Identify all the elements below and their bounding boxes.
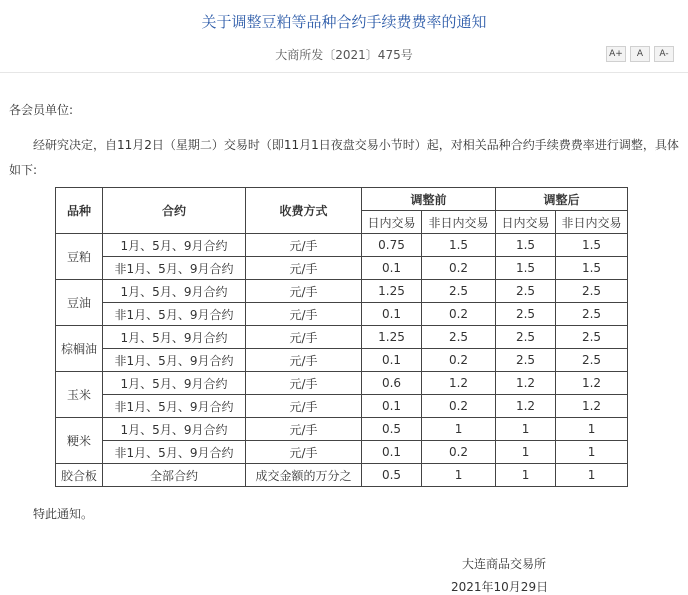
header-before-non-intraday: 非日内交易 [422, 211, 496, 234]
table-row [56, 441, 628, 464]
after-intraday-cell: 1 [496, 464, 556, 487]
header-divider [0, 72, 688, 73]
table-row [56, 257, 628, 280]
font-decrease-button[interactable]: A- [654, 46, 674, 62]
method-cell: 元/手 [246, 395, 362, 418]
after-non-intraday-cell: 1.2 [556, 395, 628, 418]
method-cell: 成交金额的万分之 [246, 464, 362, 487]
contract-cell: 1月、5月、9月合约 [103, 418, 246, 441]
method-cell: 元/手 [246, 257, 362, 280]
after-non-intraday-cell: 1 [556, 464, 628, 487]
after-non-intraday-cell: 1.5 [556, 257, 628, 280]
header-before: 调整前 [362, 188, 496, 211]
method-cell: 元/手 [246, 441, 362, 464]
table-row [56, 326, 628, 349]
font-size-controls [606, 46, 674, 62]
table-row [56, 303, 628, 326]
fee-table [55, 187, 628, 487]
after-non-intraday-cell: 1.2 [556, 372, 628, 395]
before-intraday-cell: 0.75 [362, 234, 422, 257]
before-intraday-cell: 0.1 [362, 349, 422, 372]
before-non-intraday-cell: 0.2 [422, 257, 496, 280]
product-cell: 豆油 [56, 280, 103, 326]
after-intraday-cell: 2.5 [496, 349, 556, 372]
before-intraday-cell: 1.25 [362, 326, 422, 349]
before-non-intraday-cell: 1 [422, 418, 496, 441]
before-non-intraday-cell: 2.5 [422, 326, 496, 349]
method-cell: 元/手 [246, 349, 362, 372]
before-intraday-cell: 0.5 [362, 418, 422, 441]
after-non-intraday-cell: 2.5 [556, 349, 628, 372]
before-non-intraday-cell: 0.2 [422, 395, 496, 418]
table-row [56, 395, 628, 418]
table-row [56, 464, 628, 487]
before-non-intraday-cell: 0.2 [422, 349, 496, 372]
issuer-name: 大连商品交易所 [462, 557, 547, 571]
contract-cell: 1月、5月、9月合约 [103, 372, 246, 395]
method-cell: 元/手 [246, 303, 362, 326]
before-non-intraday-cell: 1.2 [422, 372, 496, 395]
after-non-intraday-cell: 2.5 [556, 280, 628, 303]
method-cell: 元/手 [246, 234, 362, 257]
method-cell: 元/手 [246, 418, 362, 441]
salutation: 各会员单位: [9, 103, 74, 117]
contract-cell: 1月、5月、9月合约 [103, 280, 246, 303]
contract-cell: 非1月、5月、9月合约 [103, 441, 246, 464]
issue-date: 2021年10月29日 [451, 580, 549, 594]
contract-cell: 1月、5月、9月合约 [103, 326, 246, 349]
table-row [56, 372, 628, 395]
page-title: 关于调整豆粕等品种合约手续费费率的通知 [201, 13, 487, 31]
product-cell: 胶合板 [56, 464, 103, 487]
table-row [56, 234, 628, 257]
after-intraday-cell: 2.5 [496, 280, 556, 303]
before-intraday-cell: 0.1 [362, 303, 422, 326]
before-non-intraday-cell: 0.2 [422, 441, 496, 464]
after-non-intraday-cell: 1.5 [556, 234, 628, 257]
before-intraday-cell: 0.1 [362, 441, 422, 464]
before-intraday-cell: 1.25 [362, 280, 422, 303]
product-cell: 豆粕 [56, 234, 103, 280]
product-cell: 玉米 [56, 372, 103, 418]
after-intraday-cell: 1 [496, 418, 556, 441]
table-row [56, 280, 628, 303]
after-intraday-cell: 2.5 [496, 326, 556, 349]
contract-cell: 非1月、5月、9月合约 [103, 257, 246, 280]
before-non-intraday-cell: 2.5 [422, 280, 496, 303]
closing-text: 特此通知。 [33, 507, 94, 521]
font-reset-button[interactable]: A [630, 46, 650, 62]
header-contract: 合约 [103, 188, 246, 234]
header-product: 品种 [56, 188, 103, 234]
document-number: 大商所发〔2021〕475号 [275, 48, 413, 62]
header-after: 调整后 [496, 188, 628, 211]
header-method: 收费方式 [246, 188, 362, 234]
contract-cell: 全部合约 [103, 464, 246, 487]
after-intraday-cell: 1.5 [496, 257, 556, 280]
after-intraday-cell: 1.5 [496, 234, 556, 257]
font-increase-button[interactable]: A+ [606, 46, 626, 62]
after-intraday-cell: 1.2 [496, 372, 556, 395]
table-row [56, 349, 628, 372]
after-intraday-cell: 1 [496, 441, 556, 464]
after-non-intraday-cell: 2.5 [556, 303, 628, 326]
product-cell: 粳米 [56, 418, 103, 464]
header-after-intraday: 日内交易 [496, 211, 556, 234]
before-intraday-cell: 0.1 [362, 257, 422, 280]
method-cell: 元/手 [246, 280, 362, 303]
intro-paragraph: 经研究决定，自11月2日（星期二）交易时（即11月1日夜盘交易小节时）起，对相关品种合约手续费费率进行调整，具体如下: [9, 138, 679, 177]
before-intraday-cell: 0.5 [362, 464, 422, 487]
after-intraday-cell: 2.5 [496, 303, 556, 326]
before-non-intraday-cell: 0.2 [422, 303, 496, 326]
before-intraday-cell: 0.6 [362, 372, 422, 395]
table-row [56, 418, 628, 441]
method-cell: 元/手 [246, 326, 362, 349]
fee-table-body [56, 234, 628, 487]
before-non-intraday-cell: 1.5 [422, 234, 496, 257]
header-before-intraday: 日内交易 [362, 211, 422, 234]
contract-cell: 非1月、5月、9月合约 [103, 395, 246, 418]
product-cell: 棕榈油 [56, 326, 103, 372]
after-non-intraday-cell: 1 [556, 441, 628, 464]
contract-cell: 非1月、5月、9月合约 [103, 349, 246, 372]
after-non-intraday-cell: 2.5 [556, 326, 628, 349]
before-intraday-cell: 0.1 [362, 395, 422, 418]
method-cell: 元/手 [246, 372, 362, 395]
before-non-intraday-cell: 1 [422, 464, 496, 487]
contract-cell: 非1月、5月、9月合约 [103, 303, 246, 326]
header-after-non-intraday: 非日内交易 [556, 211, 628, 234]
after-intraday-cell: 1.2 [496, 395, 556, 418]
after-non-intraday-cell: 1 [556, 418, 628, 441]
contract-cell: 1月、5月、9月合约 [103, 234, 246, 257]
